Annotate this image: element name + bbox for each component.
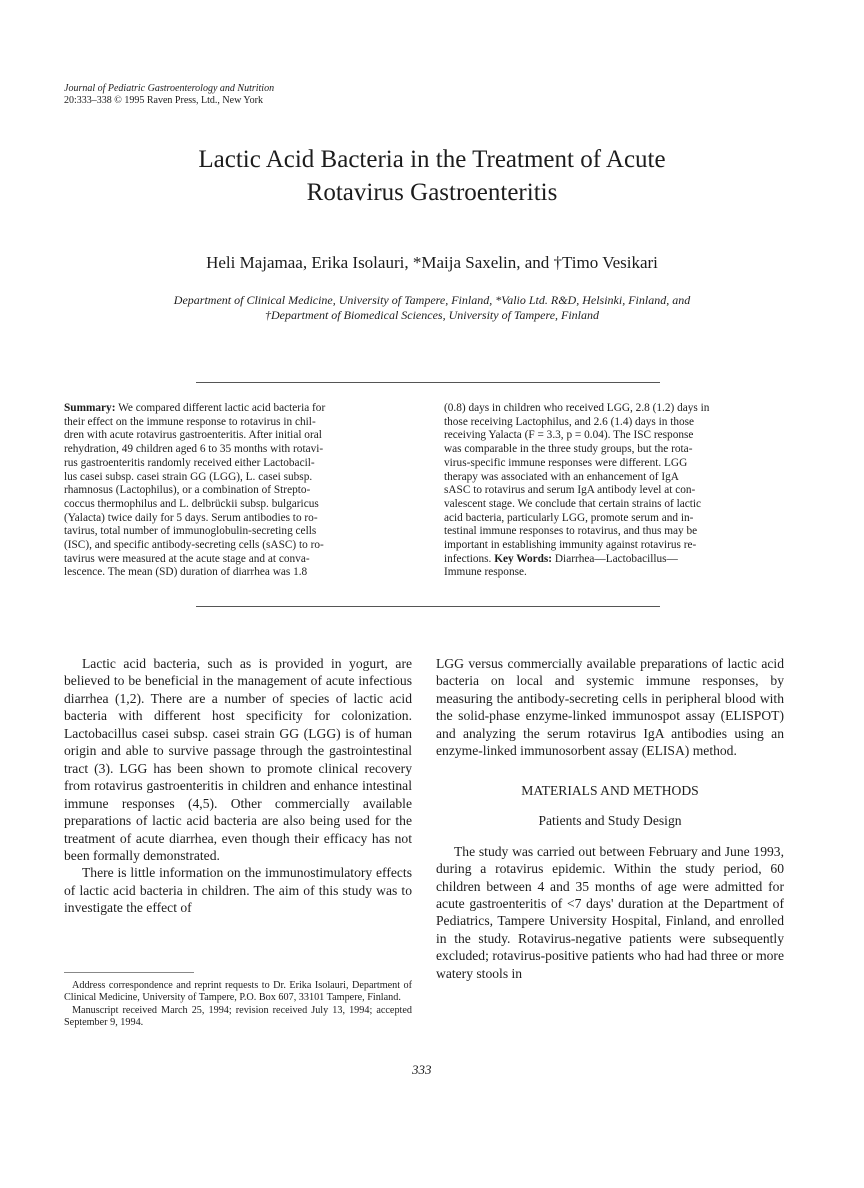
abstract-bottom-rule	[196, 606, 660, 607]
abstract-line: (0.8) days in children who received LGG, 2.8 (1.2) days in	[444, 402, 710, 414]
abstract-top-rule	[196, 382, 660, 383]
footnote-manuscript: Manuscript received March 25, 1994; revision received July 13, 1994; accepted September 9, 1994.	[64, 1004, 412, 1028]
abstract-line: receiving Yalacta (F = 3.3, p = 0.04). The ISC response	[444, 429, 694, 442]
intro-paragraph-3: LGG versus commercially available preparations of lactic acid bacteria on local and systemic immune responses, by measuring the antibody-secreting cells in peripheral blood with the solid-phase enzyme-linked immunospot assay (ELISPOT) and analyzing the serum rotavirus IgA antibodies using an enzyme-linked immunosorbent assay (ELISA) method.	[436, 656, 784, 759]
abstract-line: Immune response.	[444, 566, 527, 579]
abstract-line: (ISC), and specific antibody-secreting cells (sASC) to ro-	[64, 539, 324, 552]
intro-paragraph-2: There is little information on the immunostimulatory effects of lactic acid bacteria in children. The aim of this study was to investigate the effect of	[64, 865, 412, 916]
abstract-label: Summary:	[64, 402, 116, 414]
keywords-label: Key Words:	[494, 552, 553, 565]
abstract-line: was comparable in the three study groups, but the rota-	[444, 443, 693, 456]
abstract-line: dren with acute rotavirus gastroenteritis. After initial oral	[64, 429, 322, 442]
abstract-line: infections. Key Words: Diarrhea—Lactobacillus—	[444, 552, 678, 565]
abstract-line: their effect on the immune response to rotavirus in chil-	[64, 415, 316, 428]
abstract-line: Summary: We compared different lactic acid bacteria for	[64, 402, 326, 414]
intro-paragraph-1: Lactic acid bacteria, such as is provided in yogurt, are believed to be beneficial in the management of acute infectious diarrhea (1,2). There are a number of species of lactic acid bacteria with different host specificity for colonization. Lactobacillus casei subsp. casei strain GG (LGG) is of human origin and able to survive passage through the gastrointestinal tract (3). LGG has been shown to promote clinical recovery from rotavirus gastroenteritis in children and enhance intestinal immune responses (4,5). Other commercially available preparations of lactic acid bacteria are also being used for the treatment of acute diarrhea, even though their efficacy has not been formally demonstrated.	[64, 656, 412, 863]
abstract-line: (Yalacta) twice daily for 5 days. Serum antibodies to ro-	[64, 511, 318, 524]
body-right-column	[436, 655, 784, 982]
abstract-line: sASC to rotavirus and serum IgA antibody level at con-	[444, 484, 696, 497]
abstract-line: those receiving Lactophilus, and 2.6 (1.4) days in those	[444, 415, 695, 428]
abstract-line: lescence. The mean (SD) duration of diarrhea was 1.8	[64, 566, 308, 579]
affiliation-line-2: †Department of Biomedical Sciences, University of Tampere, Finland	[264, 308, 600, 322]
affiliations	[90, 293, 774, 323]
abstract-line: important in establishing immunity against rotavirus re-	[444, 539, 697, 552]
affiliation-line-1: Department of Clinical Medicine, University of Tampere, Finland, *Valio Ltd. R&D, Helsinki, Finland, and	[173, 293, 691, 307]
body-left-column	[64, 655, 412, 917]
footnote	[64, 980, 412, 1029]
footnote-rule	[64, 972, 194, 973]
keywords: Diarrhea—Lactobacillus—	[554, 552, 678, 565]
subsection-heading: Patients and Study Design	[538, 813, 682, 829]
abstract-line: valescent stage. We conclude that certain strains of lactic	[444, 497, 702, 510]
abstract-line: coccus thermophilus and L. delbrückii subsp. bulgaricus	[64, 497, 319, 510]
abstract-right-column	[444, 402, 784, 580]
abstract-line: rehydration, 49 children aged 6 to 35 months with rotavi-	[64, 443, 324, 456]
article-title	[80, 143, 784, 209]
journal-citation: 20:333–338 © 1995 Raven Press, Ltd., New York	[64, 95, 263, 106]
abstract-line: tavirus, total number of immunoglobulin-secreting cells	[64, 525, 317, 538]
footnote-correspondence: Address correspondence and reprint requests to Dr. Erika Isolauri, Department of Clinical Medicine, University of Tampere, P.O. Box 607, 33101 Tampere, Finland.	[64, 980, 412, 1004]
abstract-line: acid bacteria, particularly LGG, promote serum and in-	[444, 511, 694, 524]
journal-name: Journal of Pediatric Gastroenterology and Nutrition	[64, 83, 275, 94]
journal-header	[64, 83, 274, 107]
abstract-line: therapy was associated with an enhancement of IgA	[444, 470, 679, 483]
authors: Heli Majamaa, Erika Isolauri, *Maija Saxelin, and †Timo Vesikari	[206, 253, 658, 272]
section-heading: MATERIALS AND METHODS	[521, 782, 699, 798]
abstract-line: rus gastroenteritis randomly received either Lactobacil-	[64, 456, 315, 469]
abstract-line: testinal immune responses to rotavirus, and thus may be	[444, 525, 698, 538]
abstract-line: rhamnosus (Lactophilus), or a combination of Strepto-	[64, 484, 311, 497]
abstract-line: tavirus were measured at the acute stage and at conva-	[64, 552, 310, 565]
title-line-1: Lactic Acid Bacteria in the Treatment of Acute	[198, 146, 666, 173]
abstract-left-column	[64, 402, 384, 580]
page-number: 333	[412, 1062, 432, 1077]
methods-paragraph-1: The study was carried out between February and June 1993, during a rotavirus epidemic. Within the study period, 60 children between 4 and 35 months of age were admitted for acute gastroenteritis of <7 days' duration at the Department of Pediatrics, Tampere University Hospital, Finland, and enrolled in the study. Rotavirus-negative patients were subsequently excluded; rotavirus-positive patients who had had three or more watery stools in	[436, 843, 784, 981]
title-line-2: Rotavirus Gastroenteritis	[306, 179, 558, 206]
abstract-line: virus-specific immune responses were different. LGG	[444, 456, 688, 469]
abstract-line: lus casei subsp. casei strain GG (LGG), L. casei subsp.	[64, 470, 313, 483]
